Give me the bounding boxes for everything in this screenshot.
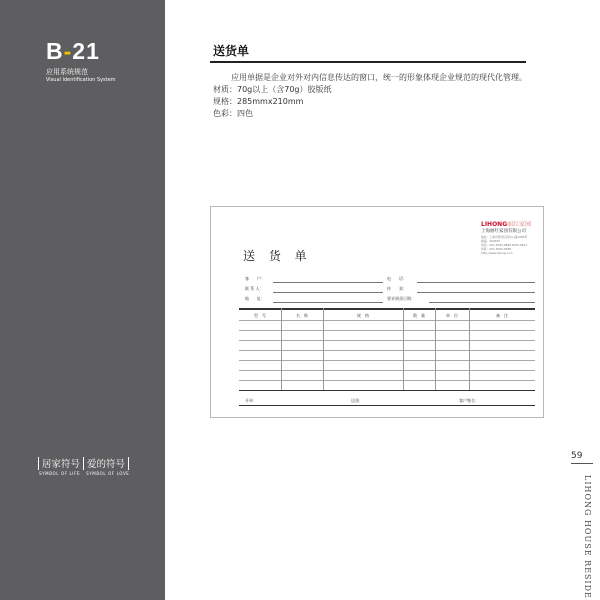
slogan-divider — [128, 457, 129, 470]
field-address-line — [273, 302, 383, 303]
spec-size: 规格：285mmx210mm — [213, 97, 304, 106]
signature-rule — [239, 405, 535, 406]
sign-customer: 客户签名： — [459, 398, 479, 403]
field-fax: 传 真： — [387, 286, 407, 291]
slogan-left-en: SYMBOL OF LIFE — [39, 471, 81, 476]
spec-color: 色彩：四色 — [213, 109, 253, 118]
page-number-rule — [571, 463, 593, 464]
table-column-divider — [323, 308, 324, 390]
slogan-right-cn: 爱的符号 — [87, 459, 126, 470]
contact-line: 传真：021-6765-9288 — [481, 247, 511, 251]
slogan-divider — [83, 457, 84, 470]
col-header-model: 型 号 — [254, 313, 266, 318]
field-fax-line — [417, 292, 535, 293]
page-number: 59 — [571, 451, 583, 461]
table-column-divider — [403, 308, 404, 390]
table-top-border — [239, 308, 535, 310]
col-header-name: 名 称 — [296, 313, 308, 318]
field-contact: 联 系 人： — [245, 286, 264, 291]
table-row — [239, 350, 535, 351]
brand-slogan — [35, 456, 132, 476]
contact-line: 地址：上海市普陀区真华公路1088号 — [481, 235, 528, 239]
slogan-right-en: SYMBOL OF LOVE — [86, 471, 130, 476]
vertical-brand-text: LIHONG HOUSE RESIDE — [583, 475, 592, 599]
field-contact-line — [273, 292, 383, 293]
field-customer-line — [273, 282, 383, 283]
field-phone: 电 话： — [387, 276, 407, 281]
slogan-divider — [38, 457, 39, 470]
field-address: 地 址： — [245, 296, 265, 301]
company-name: 上海丽红家园有限公司 — [481, 229, 526, 234]
table-column-divider — [281, 308, 282, 390]
field-phone-line — [417, 282, 535, 283]
col-header-spec: 规 格 — [357, 313, 369, 318]
company-contacts — [481, 235, 541, 255]
contact-line: http://www.lihong.com — [481, 251, 513, 255]
table-column-divider — [435, 308, 436, 390]
description-block — [213, 72, 535, 120]
table-row — [239, 380, 535, 381]
field-delivery-date-line — [429, 302, 535, 303]
table-row — [239, 320, 535, 321]
field-delivery-date: 要求到货日期： — [387, 296, 415, 301]
table-row — [239, 340, 535, 341]
sign-deliverer: 送货： — [351, 398, 363, 403]
delivery-note-form — [210, 206, 544, 418]
table-row — [239, 330, 535, 331]
contact-line: 邮编：200435 — [481, 239, 501, 243]
section-subtitle-cn: 应用系统规范 — [46, 68, 88, 76]
col-header-qty: 数 量 — [413, 313, 425, 318]
table-row — [239, 370, 535, 371]
spec-material: 材质：70g以上（含70g）胶版纸 — [213, 85, 332, 94]
table-bottom-border — [239, 390, 535, 391]
col-header-remark: 备 注 — [496, 313, 508, 318]
description-text: 应用单据是企业对外对内信息传达的窗口，统一的形象体现企业规范的现代化管理。 — [231, 73, 527, 82]
form-title: 送 货 单 — [243, 249, 312, 263]
page-title: 送货单 — [213, 44, 250, 58]
slogan-left-cn: 居家符号 — [42, 459, 81, 470]
col-header-unit: 单 位 — [446, 313, 458, 318]
company-logo: LIHONG丽红家园 — [481, 221, 532, 228]
title-divider — [210, 61, 526, 63]
table-column-divider — [469, 308, 470, 390]
section-code: B-21 — [46, 38, 100, 64]
contact-line: 电话：021-6765-9898 6765-6613 — [481, 243, 528, 247]
table-row — [239, 360, 535, 361]
section-subtitle-en: Visual Identification System — [46, 77, 116, 83]
sidebar — [0, 0, 165, 600]
field-customer: 客 户： — [245, 276, 265, 281]
sign-issuer: 开单： — [245, 398, 257, 403]
